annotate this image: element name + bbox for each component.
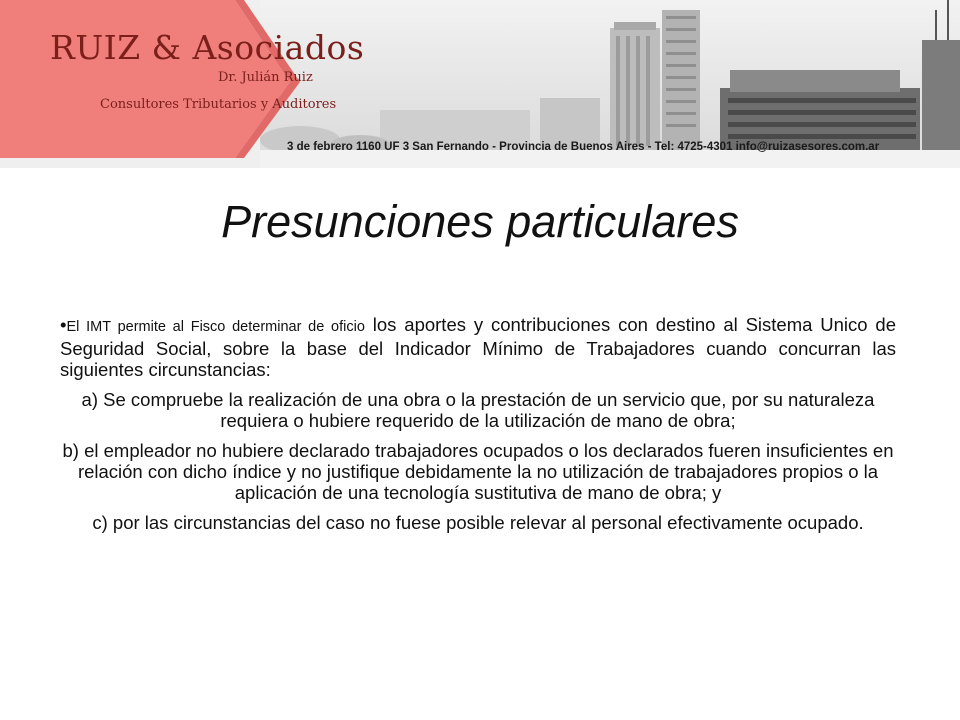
company-director-name: Dr. Julián Ruiz [218, 70, 313, 85]
header-banner [0, 0, 960, 168]
circumstance-item-c: c) por las circunstancias del caso no fuese posible relevar al personal efectivamente ocupado. [92, 512, 864, 533]
company-contact-address: 3 de febrero 1160 UF 3 San Fernando - Provincia de Buenos Aires - Tel: 4725-4301 info@ruizasesores.com.ar [287, 141, 880, 153]
bullet-glyph: • [60, 314, 67, 335]
intro-paragraph [60, 314, 896, 380]
intro-lead-text: El IMT permite al Fisco determinar de oficio [66, 319, 365, 335]
slide-content [60, 314, 896, 542]
company-logo-title: RUIZ & Asociados [50, 28, 365, 67]
intro-main-text: los aportes y contribuciones con destino al Sistema Unico de Seguridad Social, sobre la base del Indicador Mínimo de Trabajadores cuando concurran las siguientes circunstancias: [60, 314, 897, 380]
circumstance-item-a: a) Se compruebe la realización de una obra o la prestación de un servicio que, por su naturaleza requiera o hubiere requerido de la utilización de mano de obra; [81, 389, 875, 431]
company-tagline: Consultores Tributarios y Auditores [100, 97, 337, 112]
slide-title: Presunciones particulares [221, 196, 739, 247]
circumstance-item-b: b) el empleador no hubiere declarado trabajadores ocupados o los declarados fueren insuficientes en relación con dicho índice y no justifique debidamente la no utilización de trabajadores propios o la aplicación de una tecnología sustitutiva de mano de obra; y [62, 440, 894, 503]
